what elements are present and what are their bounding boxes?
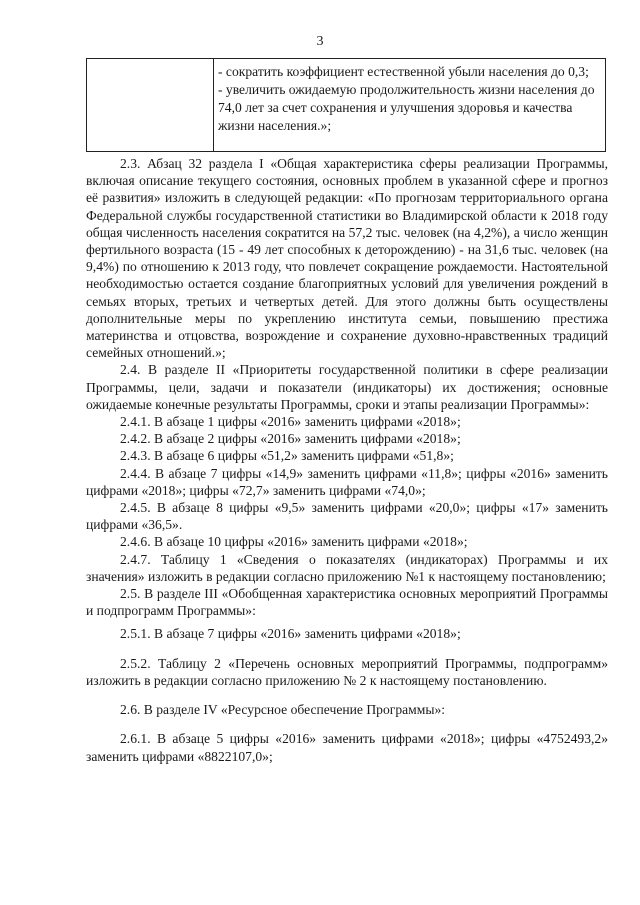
- paragraph-2-6-1: 2.6.1. В абзаце 5 цифры «2016» заменить цифрами «2018»; цифры «4752493,2» заменить цифрами «8822107,0»;: [86, 731, 608, 764]
- paragraph-2-4-7: 2.4.7. Таблицу 1 «Сведения о показателях (индикаторах) Программы и их значения» изложить в редакции согласно приложению №1 к настоящему постановлению;: [86, 551, 608, 584]
- paragraph-2-6: 2.6. В разделе IV «Ресурсное обеспечение Программы»:: [120, 702, 446, 718]
- table-left-cell: [87, 59, 214, 151]
- paragraph-2-3: 2.3. Абзац 32 раздела I «Общая характеристика сферы реализации Программы, включая описание текущего состояния, основных проблем в указанной сфере и прогноз её развития» изложить в следующей редакции: «По прогнозам территориального органа Федеральной службы государственной статистики во Владимирской области к 2018 году общая численность населения сократится на 57,2 тыс. человек (на 4,2%), а число женщин фертильного возраста (15 - 49 лет способных к деторождению) - на 31,6 тыс. человек (на 9,4%) по отношению к 2013 году, что повлечет сокращение рождаемости. Настоятельной необходимостью остается создание благоприятных условий для увеличения рождений в семьях вторых, третьих и четвертых детей. Для этого должны быть осуществлены дополнительные меры по укреплению института семьи, повышению престижа материнства и отцовства, возрождение и сохранение духовно-нравственных традиций семейных отношений.»;: [86, 156, 608, 361]
- paragraph-2-4-3: 2.4.3. В абзаце 6 цифры «51,2» заменить цифрами «51,8»;: [120, 448, 454, 464]
- table-right-cell: [214, 59, 605, 151]
- paragraph-2-4-4: 2.4.4. В абзаце 7 цифры «14,9» заменить цифрами «11,8»; цифры «2016» заменить цифрами «2018»; цифры «72,7» заменить цифрами «74,0»;: [86, 465, 608, 498]
- paragraph-2-4-5: 2.4.5. В абзаце 8 цифры «9,5» заменить цифрами «20,0»; цифры «17» заменить цифрами «36,5».: [86, 500, 608, 533]
- page-number: 3: [316, 34, 324, 49]
- paragraph-2-4-1: 2.4.1. В абзаце 1 цифры «2016» заменить цифрами «2018»;: [120, 414, 461, 430]
- table-text-row: - сократить коэффициент естественной убыли населения до 0,3;: [218, 64, 589, 79]
- continuation-table: [86, 58, 606, 152]
- paragraph-2-4-6: 2.4.6. В абзаце 10 цифры «2016» заменить цифрами «2018»;: [120, 534, 468, 550]
- document-body: [86, 155, 608, 765]
- paragraph-2-5: 2.5. В разделе III «Обобщенная характеристика основных мероприятий Программы и подпрограмм Программы»:: [86, 586, 608, 619]
- paragraph-2-5-1: 2.5.1. В абзаце 7 цифры «2016» заменить цифрами «2018»;: [120, 626, 461, 642]
- paragraph-2-4-2: 2.4.2. В абзаце 2 цифры «2016» заменить цифрами «2018»;: [120, 431, 461, 447]
- table-text-row: - увеличить ожидаемую продолжительность жизни населения до 74,0 лет за счет сохранения и улучшения здоровья и качества жизни населения.»;: [218, 82, 595, 133]
- paragraph-2-4: 2.4. В разделе II «Приоритеты государственной политики в сфере реализации Программы, цели, задачи и показатели (индикаторы) их достижения; основные ожидаемые конечные результаты Программы, сроки и этапы реализации Программы»:: [86, 362, 608, 412]
- paragraph-2-5-2: 2.5.2. Таблицу 2 «Перечень основных мероприятий Программы, подпрограмм» изложить в редакции согласно приложению № 2 к настоящему постановлению.: [86, 655, 608, 688]
